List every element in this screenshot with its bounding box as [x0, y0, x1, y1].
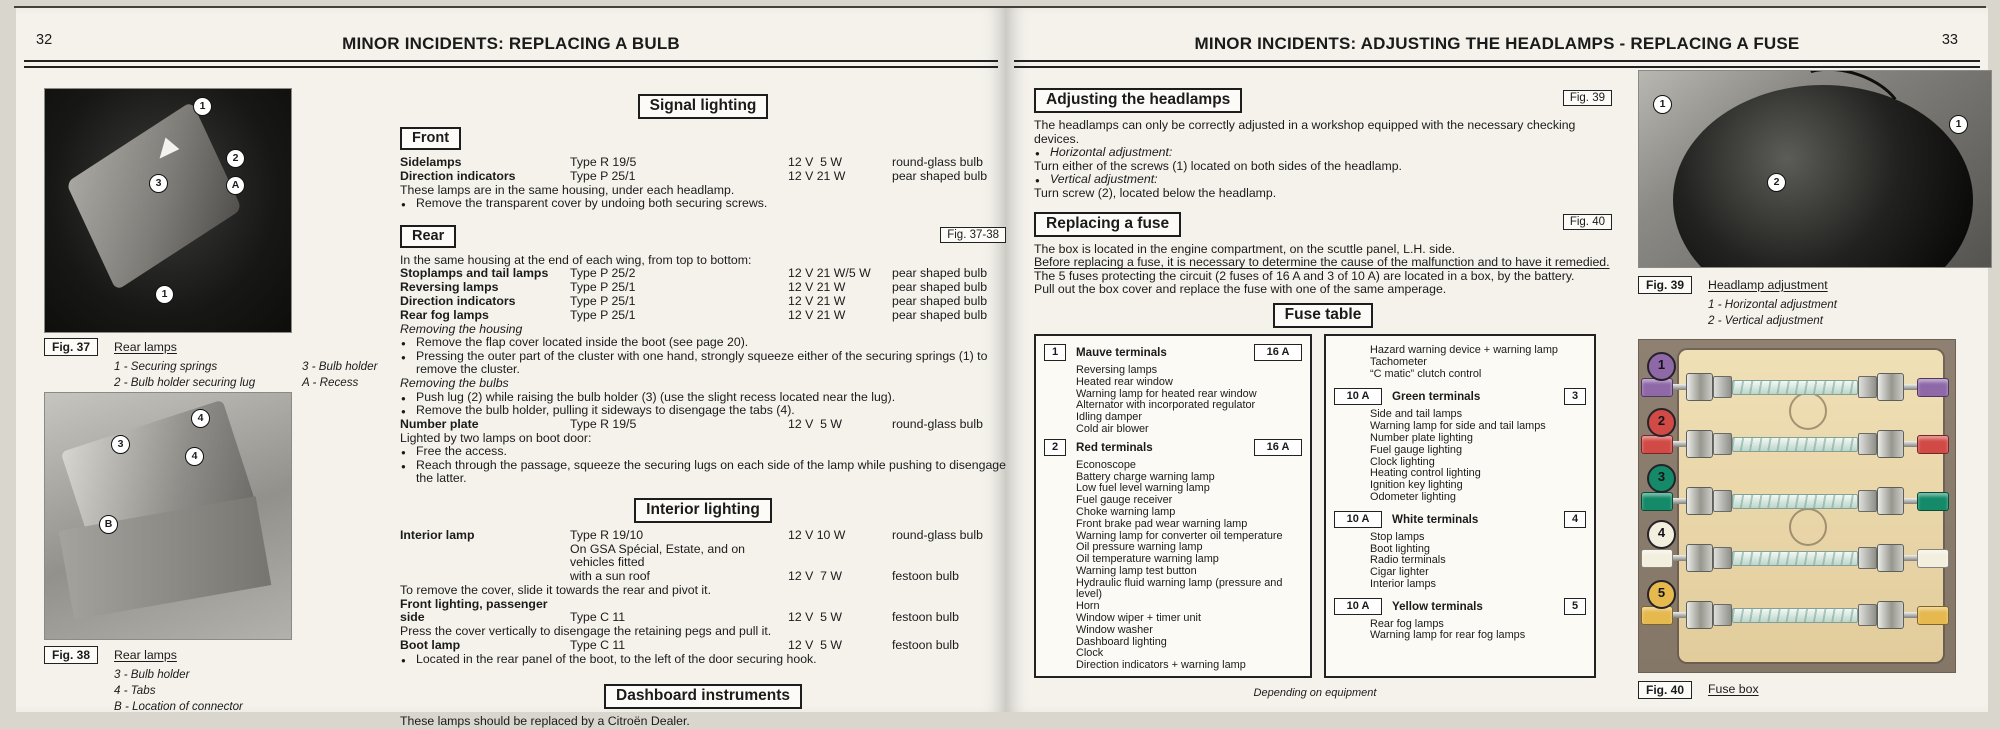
- legend-item: 3 - Bulb holder: [302, 359, 377, 375]
- fuse-row: [1641, 370, 1949, 404]
- fuse-item: Idling damper: [1076, 411, 1142, 424]
- header-rule: [1014, 60, 1980, 68]
- callout-badge: 3: [111, 435, 130, 454]
- fuse-item: Radio terminals: [1370, 554, 1446, 567]
- table-row: Reversing lamps Type P 25/1 12 V 21 W pear shaped bulb: [400, 280, 988, 295]
- interior-note-2: Press the cover vertically to disengage the retaining pegs and pull it.: [400, 624, 772, 639]
- fuse-item: Warning lamp for converter oil temperature: [1076, 529, 1283, 542]
- fuse-box-illustration: [1638, 339, 1956, 673]
- front-heading: Front: [400, 127, 461, 150]
- fuse-item: Warning lamp for side and tail lamps: [1370, 420, 1546, 433]
- fuse-item: Window wiper + timer unit: [1076, 612, 1201, 625]
- fuse-item: Stop lamps: [1370, 530, 1425, 543]
- fuse-item: Oil pressure warning lamp: [1076, 541, 1203, 554]
- fuse-section-name: Green terminals: [1392, 390, 1481, 404]
- fig-ref-40: Fig. 40: [1563, 214, 1612, 230]
- fuse-item: “C matic” clutch control: [1370, 367, 1482, 380]
- bullet-item: ● Free the access.: [400, 445, 1006, 459]
- fuse-items-white: [1326, 532, 1594, 591]
- fuse-section-header-white: [1334, 511, 1586, 528]
- fig37-photo: [44, 88, 292, 333]
- fuse-item: Heating control lighting: [1370, 467, 1481, 480]
- fig38-badge: Fig. 38: [44, 646, 98, 664]
- fuse-item: Number plate lighting: [1370, 431, 1473, 444]
- legend-item: 3 - Bulb holder: [114, 667, 243, 683]
- interior-row-1: Interior lamp Type R 19/10 12 V 10 W round-glass bulb: [400, 527, 983, 542]
- fuse-item: Battery charge warning lamp: [1076, 470, 1215, 483]
- callout-badge: 4: [185, 447, 204, 466]
- bullet-item: ● Push lug (2) while raising the bulb holder (3) (use the slight recess located near the lug).: [400, 391, 1006, 405]
- fuse-item: Fuel gauge lighting: [1370, 443, 1463, 456]
- fuse-item: Choke warning lamp: [1076, 505, 1176, 518]
- legend-item: 4 - Tabs: [114, 683, 243, 699]
- page-title: MINOR INCIDENTS: REPLACING A BULB: [342, 34, 680, 53]
- callout-badge: 1: [1653, 95, 1672, 114]
- page-number: 32: [36, 32, 53, 48]
- fig37-badge: Fig. 37: [44, 338, 98, 356]
- fuse-item: Fuel gauge receiver: [1076, 494, 1173, 507]
- fuse-amp-badge: 10 A: [1334, 598, 1382, 615]
- fuse-item: Interior lamps: [1370, 577, 1436, 590]
- fuse-items-red: [1036, 460, 1310, 672]
- number-plate-bullets: [400, 445, 1006, 486]
- fuse-item: Low fuel level warning lamp: [1076, 482, 1210, 495]
- fig38-title: Rear lamps: [114, 648, 177, 662]
- bullet-item: ● Remove the bulb holder, pulling it sideways to disengage the tabs (4).: [400, 404, 1006, 418]
- interior-row-4: Front lighting, passenger: [400, 596, 548, 611]
- fuse-item: Cigar lighter: [1370, 566, 1429, 579]
- adjusting-items: [1034, 146, 1612, 200]
- fuse-number-circle: 5: [1647, 580, 1676, 609]
- fuse-items-red-continued: [1326, 345, 1594, 380]
- fuse-item: Warning lamp for heated rear window: [1076, 387, 1257, 400]
- removing-bulbs-label: Removing the bulbs: [400, 375, 509, 390]
- fig37-legend: [114, 359, 377, 391]
- number-plate-note: Lighted by two lamps on boot door:: [400, 430, 592, 445]
- fuse-item: Direction indicators + warning lamp: [1076, 659, 1246, 672]
- fig40-title: Fuse box: [1708, 682, 1759, 696]
- fuse-item: Tachometer: [1370, 355, 1427, 368]
- fig-ref-39: Fig. 39: [1563, 90, 1612, 106]
- fuse-section-name: White terminals: [1392, 512, 1479, 526]
- callout-badge: 1: [193, 97, 212, 116]
- fuse-item: Warning lamp for rear fog lamps: [1370, 629, 1526, 642]
- header-rule: [24, 60, 998, 68]
- fuse-items-mauve: [1036, 365, 1310, 436]
- fig37-title: Rear lamps: [114, 340, 177, 354]
- dashboard-instruments-heading: Dashboard instruments: [604, 684, 802, 709]
- fig39-caption: [1638, 276, 1990, 329]
- table-row: Sidelamps Type R 19/5 12 V 5 W round-glass bulb: [400, 155, 983, 169]
- fuse-amp-badge: 10 A: [1334, 388, 1382, 405]
- fuse-item: Window washer: [1076, 623, 1153, 636]
- front-note: These lamps are in the same housing, under each headlamp.: [400, 182, 735, 197]
- rear-intro: In the same housing at the end of each wing, from top to bottom:: [400, 252, 752, 267]
- legend-item: B - Location of connector: [114, 699, 243, 715]
- fig-ref-37-38: Fig. 37-38: [940, 227, 1006, 243]
- replacing-fuse-heading: Replacing a fuse: [1034, 212, 1181, 237]
- left-text-column: [400, 92, 1006, 729]
- fuse-item: Clock lighting: [1370, 455, 1435, 468]
- removing-housing-label: Removing the housing: [400, 321, 523, 336]
- fuse-item: Odometer lighting: [1370, 490, 1456, 503]
- fuse-section-header-green: [1334, 388, 1586, 405]
- fig39-legend: [1708, 297, 1837, 329]
- fuse-number-circle: 2: [1647, 408, 1676, 437]
- callout-badge: 2: [1767, 173, 1786, 192]
- rear-heading: Rear: [400, 225, 456, 248]
- bullet-item: ● Remove the transparent cover by undoing both securing screws.: [400, 197, 1006, 211]
- page-title: MINOR INCIDENTS: ADJUSTING THE HEADLAMPS - REPLACING A FUSE: [1194, 34, 1800, 53]
- fuse-number-badge: 3: [1564, 388, 1586, 405]
- fuse-item: Clock: [1076, 647, 1104, 660]
- fuse-number-circle: 3: [1647, 464, 1676, 493]
- fuse-items-green: [1326, 409, 1594, 503]
- fuse-item: Warning lamp test button: [1076, 564, 1197, 577]
- fuse-item: Rear fog lamps: [1370, 617, 1444, 630]
- fuse-items-yellow: [1326, 619, 1594, 643]
- fuse-rows: [1641, 370, 1949, 632]
- fuse-item: Ignition key lighting: [1370, 479, 1463, 492]
- fig38-caption: [44, 646, 398, 715]
- fuse-table-left-box: [1034, 334, 1312, 678]
- adjustment-item: [1034, 146, 1612, 173]
- fig40-badge: Fig. 40: [1638, 681, 1692, 699]
- callout-badge: 2: [226, 149, 245, 168]
- fuse-section-header-mauve: [1044, 344, 1302, 361]
- adjustment-text: Turn screw (2), located below the headlamp.: [1034, 185, 1277, 200]
- fuse-item: Alternator with incorporated regulator: [1076, 399, 1256, 412]
- fig39-photo: [1638, 70, 1992, 268]
- legend-item: 1 - Horizontal adjustment: [1708, 297, 1837, 313]
- fuse-amp-badge: 16 A: [1254, 439, 1302, 456]
- adjustment-label: ● Horizontal adjustment:: [1034, 146, 1612, 160]
- number-plate-row: Number plate Type R 19/5 12 V 5 W round-glass bulb: [400, 416, 983, 431]
- page-32: [16, 8, 1006, 729]
- fuse-number-badge: 2: [1044, 439, 1066, 456]
- legend-item: 1 - Securing springs: [114, 359, 302, 375]
- fuse-section-name: Yellow terminals: [1392, 599, 1483, 613]
- fuse-replace-line: Pull out the box cover and replace the fuse with one of the same amperage.: [1034, 282, 1447, 297]
- page-number: 33: [1941, 32, 1958, 48]
- fig39-badge: Fig. 39: [1638, 276, 1692, 294]
- fuse-number-badge: 5: [1564, 598, 1586, 615]
- fuse-row: [1641, 541, 1949, 575]
- adjusting-intro: The headlamps can only be correctly adjusted in a workshop equipped with the necessary checking devices.: [1034, 118, 1576, 146]
- fuse-row: [1641, 484, 1949, 518]
- fuse-section-name: Red terminals: [1076, 440, 1153, 454]
- fuse-item: Heated rear window: [1076, 375, 1173, 388]
- rear-lamp-table: [400, 267, 1006, 322]
- boot-lamp-bullet: ● Located in the rear panel of the boot, to the left of the door securing hook.: [400, 653, 1006, 667]
- bulbs-bullets: [400, 391, 1006, 418]
- bullet-item: ● Pressing the outer part of the cluster with one hand, strongly squeeze either of the securing springs (1) to remove the cluster.: [400, 350, 1006, 377]
- fuse-warning-line: Before replacing a fuse, it is necessary to determine the cause of the malfunction and to have it remedied.: [1034, 255, 1610, 270]
- fuse-table-right-box: [1324, 334, 1596, 678]
- fuse-item: Oil temperature warning lamp: [1076, 553, 1219, 566]
- page-33: [1006, 8, 1988, 712]
- fuse-number-circle: 4: [1647, 520, 1676, 549]
- fig38-legend: [114, 667, 243, 715]
- callout-badge: 1: [1949, 115, 1968, 134]
- interior-note-1: To remove the cover, slide it towards the rear and pivot it.: [400, 583, 711, 598]
- fig39-title: Headlamp adjustment: [1708, 278, 1828, 292]
- fuse-item: Side and tail lamps: [1370, 408, 1463, 421]
- fuse-item: Dashboard lighting: [1076, 635, 1167, 648]
- fuse-amp-badge: 16 A: [1254, 344, 1302, 361]
- adjustment-item: [1034, 173, 1612, 200]
- fuse-table-heading: Fuse table: [1273, 303, 1374, 328]
- table-row: Rear fog lamps Type P 25/1 12 V 21 W pear shaped bulb: [400, 307, 988, 322]
- housing-bullets: [400, 336, 1006, 377]
- callout-badge: A: [226, 176, 245, 195]
- fuse-item: Reversing lamps: [1076, 363, 1158, 376]
- fuse-number-badge: 4: [1564, 511, 1586, 528]
- callout-badge: 4: [191, 409, 210, 428]
- fig38-photo: [44, 392, 292, 640]
- fuse-item: Hydraulic fluid warning lamp (pressure and level): [1076, 576, 1283, 601]
- fuse-item: Front brake pad wear warning lamp: [1076, 517, 1248, 530]
- interior-row-5: side Type C 11 12 V 5 W festoon bulb: [400, 610, 960, 625]
- fuse-row: [1641, 598, 1949, 632]
- interior-row-6: Boot lamp Type C 11 12 V 5 W festoon bulb: [400, 637, 960, 652]
- fig40-caption: [1638, 681, 1954, 701]
- dashboard-note: These lamps should be replaced by a Citroën Dealer.: [400, 714, 690, 729]
- front-lamp-table: [400, 156, 1006, 184]
- fuse-count-line: The 5 fuses protecting the circuit (2 fuses of 16 A and 3 of 10 A) are located in a box, by the battery.: [1034, 268, 1575, 283]
- right-figure-column: [1638, 70, 1990, 701]
- table-row: Stoplamps and tail lamps Type P 25/2 12 V 21 W/5 W pear shaped bulb: [400, 266, 988, 281]
- fuse-section-header-red: [1044, 439, 1302, 456]
- fuse-location-line: The box is located in the engine compartment, on the scuttle panel, L.H. side.: [1034, 241, 1456, 256]
- fuse-table-footnote: Depending on equipment: [1253, 687, 1377, 700]
- fuse-number-circle: 1: [1647, 352, 1676, 381]
- fuse-section-header-yellow: [1334, 598, 1586, 615]
- right-text-column: [1034, 86, 1612, 699]
- signal-lighting-heading: Signal lighting: [638, 94, 769, 119]
- fuse-item: Boot lighting: [1370, 542, 1430, 555]
- fuse-section-name: Mauve terminals: [1076, 345, 1167, 359]
- fuse-amp-badge: 10 A: [1334, 511, 1382, 528]
- callout-badge: 3: [149, 174, 168, 193]
- fuse-number-badge: 1: [1044, 344, 1066, 361]
- adjusting-headlamps-heading: Adjusting the headlamps: [1034, 88, 1242, 113]
- legend-item: 2 - Vertical adjustment: [1708, 313, 1837, 329]
- fuse-item: Hazard warning device + warning lamp: [1370, 343, 1558, 356]
- adjustment-text: Turn either of the screws (1) located on both sides of the headlamp.: [1034, 158, 1402, 173]
- callout-badge: 1: [155, 285, 174, 304]
- fuse-item: Econoscope: [1076, 458, 1136, 471]
- fig37-caption: [44, 338, 398, 391]
- bullet-item: ● Remove the flap cover located inside the boot (see page 20).: [400, 336, 1006, 350]
- table-row: Direction indicators Type P 25/1 12 V 21 W pear shaped bulb: [400, 168, 988, 183]
- table-row: Direction indicators Type P 25/1 12 V 21 W pear shaped bulb: [400, 293, 988, 308]
- fuse-table: [1034, 334, 1612, 678]
- fuse-item: Cold air blower: [1076, 422, 1149, 435]
- interior-row-3: with a sun roof 12 V 7 W festoon bulb: [570, 569, 960, 584]
- fuse-row: [1641, 427, 1949, 461]
- interior-lighting-heading: Interior lighting: [634, 498, 772, 523]
- legend-item: 2 - Bulb holder securing lug: [114, 375, 302, 391]
- callout-badge: B: [99, 515, 118, 534]
- fuse-item: Horn: [1076, 600, 1100, 613]
- adjustment-label: ● Vertical adjustment:: [1034, 173, 1612, 187]
- bullet-item: ● Reach through the passage, squeeze the securing lugs on each side of the lamp while pushing to disengage the latter.: [400, 459, 1006, 486]
- interior-row-2: On GSA Spécial, Estate, and on vehicles fitted: [570, 541, 745, 570]
- legend-item: A - Recess: [302, 375, 377, 391]
